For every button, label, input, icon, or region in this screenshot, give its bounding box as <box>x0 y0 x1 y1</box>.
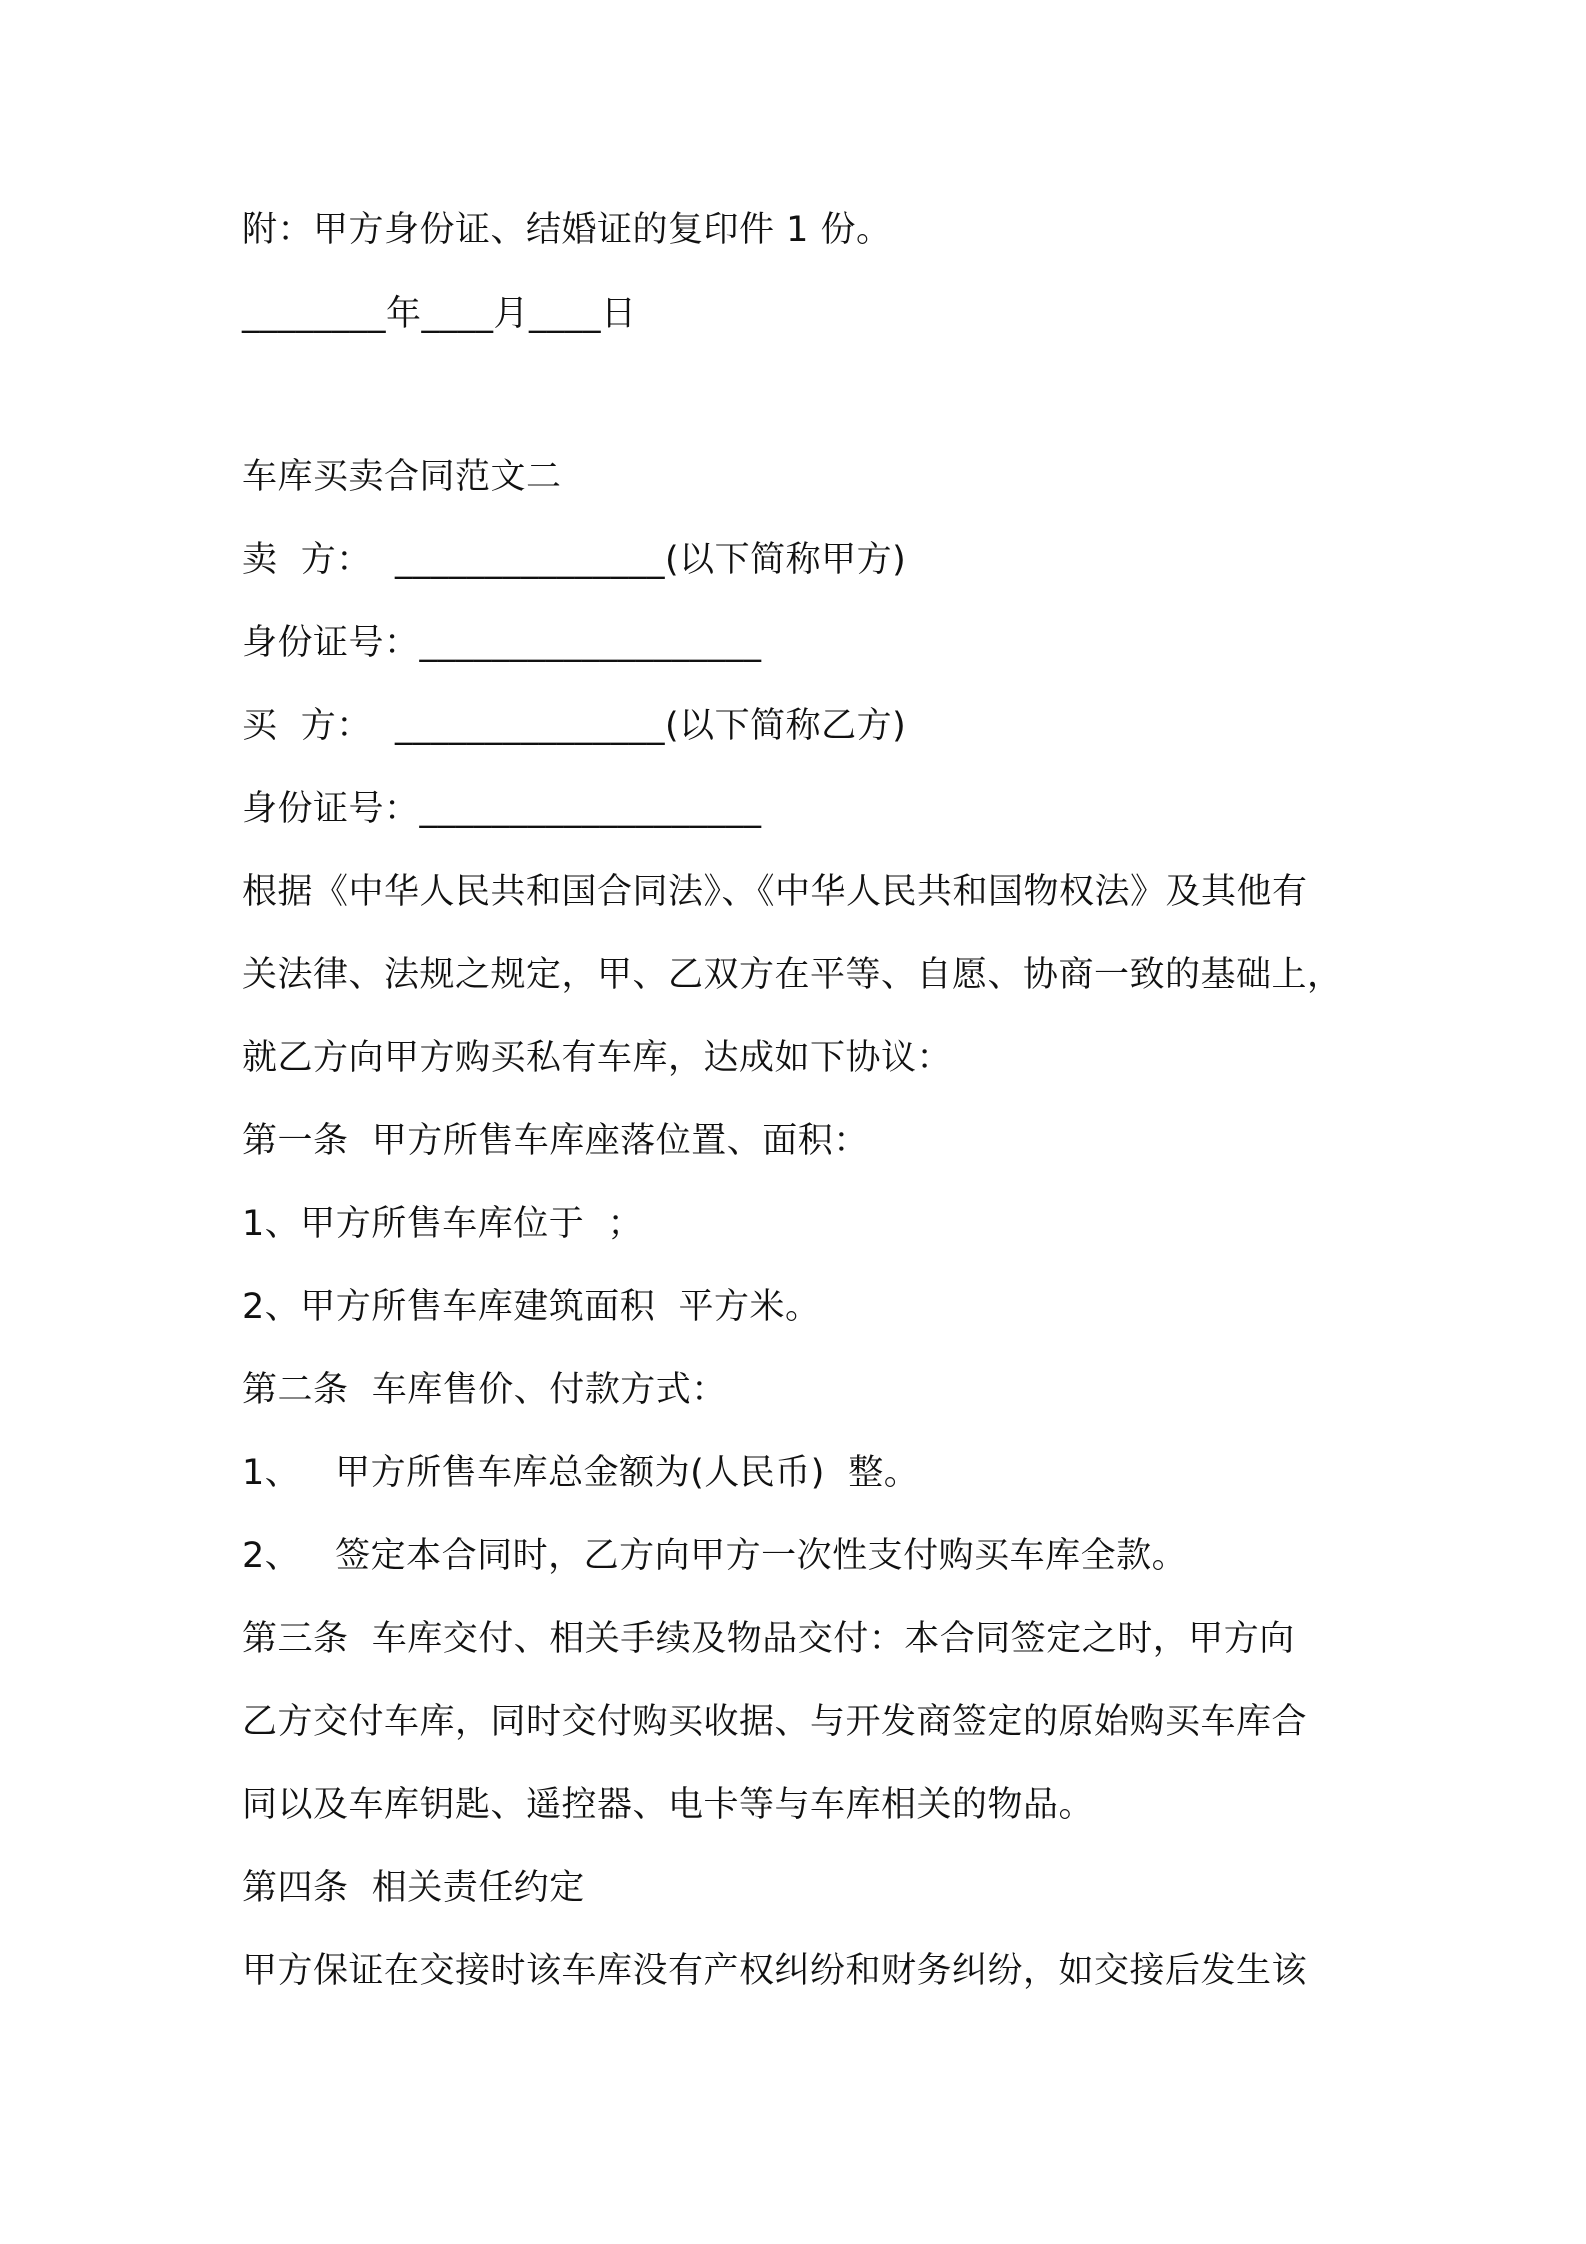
seller-line: 卖 方： _______________(以下简称甲方) <box>242 540 907 580</box>
buyer-id-line: 身份证号：___________________ <box>242 789 762 829</box>
article-4-heading: 第四条 相关责任约定 <box>242 1868 585 1908</box>
date-line: ________年____月____日 <box>242 294 637 334</box>
seller-id-line: 身份证号：___________________ <box>242 623 762 663</box>
article-1-item-2: 2、甲方所售车库建筑面积 平方米。 <box>242 1287 821 1327</box>
article-1-item-1: 1、甲方所售车库位于 ； <box>242 1204 644 1244</box>
contract-title: 车库买卖合同范文二 <box>242 457 562 497</box>
article-3-line-1: 第三条 车库交付、相关手续及物品交付：本合同签定之时，甲方向 <box>242 1619 1295 1659</box>
preamble-line-1: 根据《中华人民共和国合同法》、《中华人民共和国物权法》及其他有 <box>242 872 1308 912</box>
article-2-item-2: 2、 签定本合同时，乙方向甲方一次性支付购买车库全款。 <box>242 1536 1188 1576</box>
article-3-line-2: 乙方交付车库，同时交付购买收据、与开发商签定的原始购买车库合 <box>242 1702 1308 1742</box>
buyer-line: 买 方： _______________(以下简称乙方) <box>242 706 907 746</box>
article-2-heading: 第二条 车库售价、付款方式： <box>242 1370 727 1410</box>
attachment-note: 附：甲方身份证、结婚证的复印件 1 份。 <box>242 210 892 250</box>
article-4-line-1: 甲方保证在交接时该车库没有产权纠纷和财务纠纷，如交接后发生该 <box>242 1951 1308 1991</box>
preamble-line-2: 关法律、法规之规定，甲、乙双方在平等、自愿、协商一致的基础上， <box>242 955 1343 995</box>
article-1-heading: 第一条 甲方所售车库座落位置、面积： <box>242 1121 869 1161</box>
article-3-line-3: 同以及车库钥匙、遥控器、电卡等与车库相关的物品。 <box>242 1785 1095 1825</box>
preamble-line-3: 就乙方向甲方购买私有车库，达成如下协议： <box>242 1038 953 1078</box>
article-2-item-1: 1、 甲方所售车库总金额为(人民币) 整。 <box>242 1453 920 1493</box>
